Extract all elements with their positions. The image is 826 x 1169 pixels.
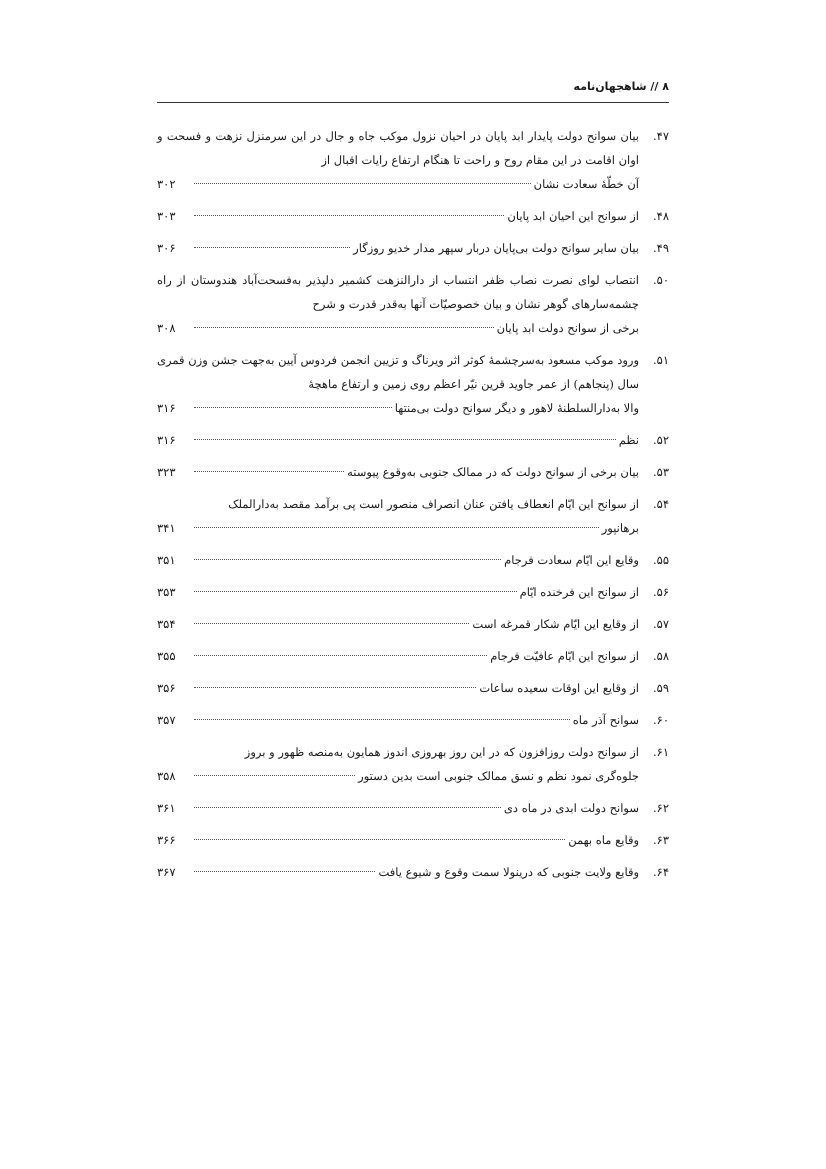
running-header <box>157 78 669 103</box>
entry-last-line <box>157 396 639 420</box>
toc-entry <box>157 548 669 572</box>
page-number: ۳۵۷ <box>157 713 176 727</box>
entry-last-line <box>157 644 639 668</box>
entry-last-line <box>157 580 639 604</box>
entry-number: ۴۹. <box>652 241 669 255</box>
entry-title-end: بیان سایر سوانح دولت بی‌پایان دربار سپهر مدار خدیو روزگار <box>353 241 639 255</box>
toc-entry <box>157 124 669 196</box>
toc-entry <box>157 860 669 884</box>
page-number: ۳۶۱ <box>157 801 176 815</box>
dot-leader <box>194 439 616 440</box>
dot-leader <box>194 623 469 624</box>
entry-title-text: از سوانح دولت روزافزون که در این روز بهروزی اندوز همایون به‌منصه ظهور و بروز <box>244 745 639 759</box>
page-number: ۳۱۶ <box>157 433 176 447</box>
entry-body <box>157 548 639 572</box>
entry-title-end: جلوه‌گری نمود نظم و نسق ممالک جنوبی است بدین دستور <box>358 769 639 783</box>
page-number: ۳۲۳ <box>157 465 176 479</box>
page-number: ۳۰۳ <box>157 209 176 223</box>
dot-leader <box>194 183 531 184</box>
entry-last-line <box>157 428 639 452</box>
entry-body <box>157 860 639 884</box>
entry-title-end: از سوانح این ایّام عافیّت فرجام <box>490 649 639 663</box>
entry-title-end: سوانح دولت ابدی در ماه دی <box>503 801 639 815</box>
entry-title-end: نظم <box>618 433 639 447</box>
entry-title-text: ورود موکب مسعود به‌سرچشمهٔ کوثر اثر ویرناگ و تزیین انجمن فردوس آیین به‌جهت جشن وزن قمری سال (پنجاهم) از عمر جاوید قرین نیّر اعظم روی زمین و ارتفاع ماهچهٔ <box>157 353 639 391</box>
entry-body <box>157 428 639 452</box>
entry-number: ۵۱. <box>652 353 669 367</box>
page-number: ۳۶۷ <box>157 865 176 879</box>
entry-number: ۶۰. <box>652 713 669 727</box>
entry-body <box>157 204 639 228</box>
entry-last-line <box>157 612 639 636</box>
entry-title-text: بیان سوانح دولت پایدار ابد پایان در احیان نزول موکب جاه و جال در این سرمنزل نزهت و فسحت و اوان اقامت در این مقام روح و راحت تا هنگام ارتفاع رایات اقبال از <box>157 129 639 167</box>
page-number: ۳۵۶ <box>157 681 176 695</box>
entry-title-end: آن خطّهٔ سعادت نشان <box>533 177 639 191</box>
entry-last-line <box>157 516 639 540</box>
entry-body <box>157 580 639 604</box>
entry-last-line <box>157 828 639 852</box>
entry-body <box>157 236 639 260</box>
entry-title-end: از وقایع این ایّام شکار قمرغه است <box>472 617 639 631</box>
toc-entry <box>157 676 669 700</box>
entry-last-line <box>157 172 639 196</box>
dot-leader <box>194 591 517 592</box>
entry-body <box>157 348 639 420</box>
dot-leader <box>194 247 350 248</box>
entry-number: ۶۱. <box>652 745 669 759</box>
entry-number: ۴۷. <box>652 129 669 143</box>
entry-title-end: برخی از سوانح دولت ابد پایان <box>496 321 639 335</box>
page-number: ۳۵۳ <box>157 585 176 599</box>
entry-last-line <box>157 236 639 260</box>
page-number: ۳۵۸ <box>157 769 176 783</box>
entry-last-line <box>157 860 639 884</box>
toc-entry <box>157 708 669 732</box>
entry-body <box>157 644 639 668</box>
entry-title-end: وقایع این ایّام سعادت فرجام <box>504 553 639 567</box>
dot-leader <box>194 719 570 720</box>
toc-entry <box>157 236 669 260</box>
toc-entry <box>157 644 669 668</box>
dot-leader <box>194 775 355 776</box>
dot-leader <box>194 807 501 808</box>
running-title: ۸ // شاهجهان‌نامه <box>573 80 669 93</box>
entry-title-end: سوانح آذر ماه <box>572 713 639 727</box>
toc-entry <box>157 828 669 852</box>
entry-body <box>157 740 639 788</box>
page-number: ۳۰۶ <box>157 241 176 255</box>
entry-number: ۴۸. <box>652 209 669 223</box>
entry-number: ۵۲. <box>652 433 669 447</box>
entry-body <box>157 492 639 540</box>
entry-title-end: از وقایع این اوقات سعیده ساعات <box>479 681 639 695</box>
entry-last-line <box>157 204 639 228</box>
entry-last-line <box>157 460 639 484</box>
toc-entry <box>157 580 669 604</box>
dot-leader <box>194 527 599 528</box>
entry-number: ۵۵. <box>652 553 669 567</box>
entry-number: ۵۰. <box>652 273 669 287</box>
page-number: ۳۰۸ <box>157 321 176 335</box>
toc-entry <box>157 612 669 636</box>
entry-number: ۵۶. <box>652 585 669 599</box>
entry-title-end: وقایع ماه بهمن <box>568 833 639 847</box>
entry-body <box>157 612 639 636</box>
entry-body <box>157 828 639 852</box>
dot-leader <box>194 215 504 216</box>
dot-leader <box>194 559 501 560</box>
toc-entry <box>157 204 669 228</box>
entry-number: ۵۸. <box>652 649 669 663</box>
toc-entry <box>157 796 669 820</box>
toc-entry <box>157 348 669 420</box>
entry-body <box>157 796 639 820</box>
entry-number: ۶۲. <box>652 801 669 815</box>
page-number: ۳۵۱ <box>157 553 176 567</box>
toc-entry <box>157 428 669 452</box>
entry-last-line <box>157 548 639 572</box>
entry-body <box>157 676 639 700</box>
entry-number: ۵۷. <box>652 617 669 631</box>
entry-body <box>157 708 639 732</box>
entry-number: ۵۳. <box>652 465 669 479</box>
entry-number: ۵۴. <box>652 497 669 511</box>
table-of-contents <box>157 124 669 892</box>
toc-entry <box>157 740 669 788</box>
page-number: ۳۵۴ <box>157 617 176 631</box>
dot-leader <box>194 655 487 656</box>
page-number: ۳۴۱ <box>157 521 176 535</box>
entry-number: ۶۳. <box>652 833 669 847</box>
entry-title-end: بیان برخی از سوانح دولت که در ممالک جنوبی به‌وقوع پیوسته <box>347 465 639 479</box>
page-number: ۳۶۶ <box>157 833 176 847</box>
entry-last-line <box>157 316 639 340</box>
entry-title-end: از سوانح این احیان ابد پایان <box>507 209 639 223</box>
dot-leader <box>194 471 344 472</box>
entry-last-line <box>157 676 639 700</box>
toc-entry <box>157 460 669 484</box>
entry-number: ۶۴. <box>652 865 669 879</box>
entry-last-line <box>157 708 639 732</box>
dot-leader <box>194 839 565 840</box>
entry-body <box>157 268 639 340</box>
entry-title-text: از سوانح این ایّام انعطاف یافتن عنان انصراف منصور است پی برآمد مقصد به‌دارالملک <box>228 497 639 511</box>
entry-last-line <box>157 796 639 820</box>
page-number: ۳۵۵ <box>157 649 176 663</box>
toc-entry <box>157 268 669 340</box>
entry-number: ۵۹. <box>652 681 669 695</box>
entry-body <box>157 460 639 484</box>
entry-title-end: برهانپور <box>601 521 639 535</box>
dot-leader <box>194 687 476 688</box>
entry-body <box>157 124 639 196</box>
dot-leader <box>194 407 392 408</box>
dot-leader <box>194 871 375 872</box>
toc-entry <box>157 492 669 540</box>
entry-title-end: وقایع ولایت جنوبی که درینولا سمت وقوع و شیوع یافت <box>378 865 639 879</box>
page-number: ۳۱۶ <box>157 401 176 415</box>
entry-last-line <box>157 764 639 788</box>
entry-title-end: از سوانح این فرخنده ایّام <box>519 585 639 599</box>
page-number: ۳۰۲ <box>157 177 176 191</box>
entry-title-text: انتصاب لوای نصرت نصاب ظفر انتساب از دارالنزهت کشمیر دلپذیر به‌فسحت‌آباد هندوستان از راه چشمه‌سارهای گوهر نشان و بیان خصوصیّات آنها به‌قدر قدرت و شرح <box>157 273 639 311</box>
entry-title-end: والا به‌دارالسلطنهٔ لاهور و دیگر سوانح دولت بی‌منتها <box>394 401 639 415</box>
dot-leader <box>194 327 494 328</box>
